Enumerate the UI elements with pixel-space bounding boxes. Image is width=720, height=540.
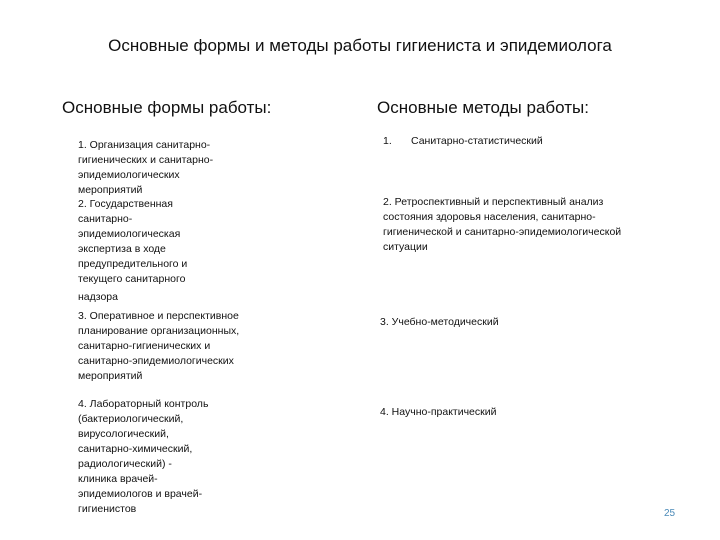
methods-item-2: 2. Ретроспективный и перспективный анализ состояния здоровья населения, санитарно- гигиенической и санитарно-эпидемиологической ситуации [383,196,622,253]
forms-item-3: 3. Оперативное и перспективное планирование организационных, санитарно-гигиенических и санитарно-эпидемиологических мероприятий [78,310,240,382]
methods-item-1-number: 1. [383,135,392,147]
methods-item-1 [383,134,543,149]
forms-item-2: 2. Государственная санитарно- эпидемиологическая экспертиза в ходе предупредительного и текущего санитарного [78,198,188,285]
page-number: 25 [664,508,676,519]
methods-item-3: 3. Учебно-методический [380,316,499,328]
methods-heading: Основные методы работы: [377,98,589,117]
forms-item-1: 1. Организация санитарно- гигиенических и санитарно- эпидемиологических мероприятий [78,139,214,196]
forms-item-4: 4. Лабораторный контроль (бактериологический, вирусологический, санитарно-химический, радиологический) - клиника врачей- эпидемиологов и врачей- гигиенистов [78,398,209,515]
slide-title: Основные формы и методы работы гигиениста и эпидемиолога [108,36,612,55]
forms-heading: Основные формы работы: [62,98,272,117]
methods-item-4: 4. Научно-практический [380,406,497,418]
forms-item-2-continued: надзора [78,291,118,303]
methods-item-1-text: Санитарно-статистический [411,135,543,147]
